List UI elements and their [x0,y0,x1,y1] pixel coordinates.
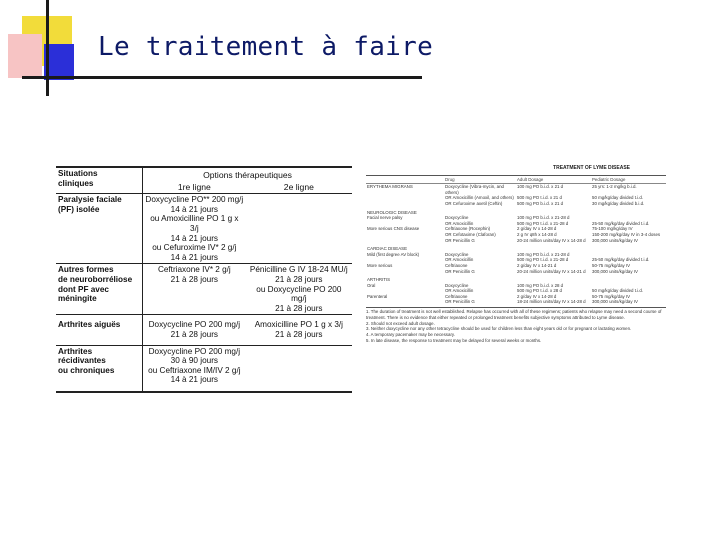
lyme-cell-adult: 100 mg PO b.i.d. x 21-28 d [517,251,570,257]
lyme-cell-drug: Doxycycline (Vibra-mycin, and others) [445,184,504,195]
table-row [56,194,352,264]
fr-situation: Arthrites récidivantes ou chroniques [56,345,143,392]
lyme-cell-adult: 2 g IV q8h x 14-28 d [517,231,557,237]
fr-header-options: Options thérapeutiques [143,167,353,182]
table-row [366,274,666,283]
lyme-cell-ped: 50-75 mg/kg/day IV [592,293,631,299]
lyme-cell-drug [444,207,516,216]
lyme-cell-ped: 50 mg/kg/day divided t.i.d. [592,195,644,201]
lyme-cell-adult: 2 g/day IV x 14-28 d [517,293,557,299]
lyme-cell-ped [591,207,666,216]
table-row [56,264,352,315]
lyme-cell-adult: 2 g/day IV x 14-28 d [517,226,557,232]
lyme-cell-ped [591,243,666,252]
lyme-cell-drug: OR Cefotaxime (Claforan) [445,231,496,237]
lyme-cell-drug: OR Amoxicillin (Amoxil, and others) [445,195,514,201]
fr-situation: Paralysie faciale (PF) isolée [56,194,143,264]
lyme-cell-drug: OR Amoxicillin [445,288,474,294]
french-treatment-table [56,166,352,393]
fr-situation: Arthrites aiguës [56,315,143,345]
lyme-cell-section: More serious [367,262,393,268]
lyme-col-pediatric: Pediatric Dosage [591,176,666,184]
decor-vertical-line [46,0,49,96]
lyme-cell-section: Mild (first degree AV block) [367,251,420,257]
decor-pink-square [8,34,42,78]
slide-title: Le traitement à faire [98,32,434,62]
fr-first-line: Ceftriaxone IV* 2 g/j 21 à 28 jours [143,264,246,315]
fr-header-row [56,167,352,182]
fr-second-line [246,194,352,264]
table-row [366,207,666,216]
fr-situation: Autres formes de neuroborréliose dont PF avec méningite [56,264,143,315]
lyme-rows [366,184,666,305]
lyme-cell-section: More serious CNS disease [367,226,420,232]
lyme-cell-adult: 500 mg PO t.i.d. x 28 d [517,288,562,294]
lyme-cell-adult: 20-24 million units/day IV x 14-28 d [517,237,586,243]
table-row [56,345,352,392]
lyme-cell-drug: Ceftriaxone [445,293,468,299]
lyme-cell-adult: 20-24 million units/day IV x 14-21 d [517,268,586,274]
lyme-cell-adult: 500 mg PO b.i.d. x 21 d [517,200,564,206]
lyme-cell-ped: 25 yrs: 1-2 mg/kg b.i.d. [592,184,637,190]
lyme-cell-drug [444,274,516,283]
lyme-cell-adult: 100 mg PO b.i.d. x 21-28 d [517,215,570,221]
table-row [366,299,666,305]
lyme-cell-section: Parenteral [367,293,388,299]
lyme-cell-section: Oral [367,282,376,288]
lyme-cell-drug: Ceftriaxone (Rocephin) [445,226,491,232]
lyme-footnote: 1. The duration of treatment is not well established. Relapse has occurred with all of these regimens; patients who relapse may need a second course of treatment. There is no evidence that either repeated or prolonged treatment benefits subjective symptoms attributed to Lyme disease. [366,309,662,320]
lyme-cell-drug: OR Penicillin G [445,237,475,243]
lyme-footnote: 3. Neither doxycycline nor any other tetracycline should be used for children less than eight years old or for pregnant or lactating women. [366,326,632,332]
lyme-footnote: 5. In late disease, the response to treatment may be delayed for several weeks or months. [366,338,542,344]
fr-second-line: Pénicilline G IV 18-24 MU/j 21 à 28 jours ou Doxycycline PO 200 mg/j 21 à 28 jours [246,264,352,315]
lyme-cell-ped: 300,000 units/kg/day IV [592,237,638,243]
lyme-cell-adult [516,243,591,252]
lyme-col-adult: Adult Dosage [516,176,591,184]
lyme-col-drug: Drug [444,176,516,184]
lyme-cell-ped: 25-50 mg/kg/day divided t.i.d. [592,257,650,263]
lyme-footnotes [366,307,666,344]
lyme-cell-ped: 50-75 mg/kg/day IV [592,262,631,268]
lyme-cell-adult: 100 mg PO b.i.d. x 21 d [517,184,564,190]
lyme-cell-adult: 18-24 million units/day IV x 14-28 d [517,299,586,305]
lyme-cell-section: CARDIAC DISEASE [367,246,408,252]
fr-first-line: Doxycycline PO** 200 mg/j 14 à 21 jours ou Amoxicilline PO 1 g x 3/j 14 à 21 jours ou Cefuroxime IV* 2 g/j 14 à 21 jours [143,194,246,264]
fr-second-line [246,345,352,392]
lyme-cell-adult [516,207,591,216]
lyme-cell-section: ERYTHEMA MIGRANS [367,184,413,190]
lyme-cell-ped: 75-100 mg/kg/day IV [592,226,633,232]
lyme-cell-ped: 300,000 units/kg/day IV [592,268,638,274]
lyme-cell-ped: 300,000 units/kg/day IV [592,299,638,305]
lyme-table-title: TREATMENT OF LYME DISEASE [553,165,630,171]
lyme-cell-adult: 500 mg PO t.i.d. x 21-28 d [517,220,569,226]
lyme-cell-adult: 2 g/day IV x 14-21 d [517,262,557,268]
lyme-cell-ped: 50 mg/kg/day divided t.i.d. [592,288,644,294]
table-row [56,315,352,345]
fr-header-situations: Situations cliniques [56,167,143,194]
lyme-footnote: 4. A temporary pacemaker may be necessary. [366,332,455,338]
lyme-cell-ped [591,274,666,283]
table-row [366,243,666,252]
lyme-cell-drug: Doxycycline [445,215,469,221]
lyme-cell-drug: OR Amoxicillin [445,220,474,226]
lyme-cell-section: NEUROLOGIC DISEASE [367,209,417,215]
fr-first-line: Doxycycline PO 200 mg/j 30 à 90 jours ou Ceftriaxone IM/IV 2 g/j 14 à 21 jours [143,345,246,392]
lyme-cell-drug: OR Penicillin G [445,299,475,305]
lyme-cell-drug: OR Cefuroxime axetil (Ceftin) [445,200,503,206]
lyme-cell-drug [444,243,516,252]
lyme-cell-section: Facial nerve palsy [367,215,403,221]
lyme-cell-adult: 100 mg PO b.i.d. x 28 d [517,282,564,288]
lyme-cell-section [366,299,444,305]
fr-header-line1: 1re ligne [143,182,246,194]
lyme-table-body [366,176,666,305]
lyme-treatment-table [366,166,666,344]
lyme-cell-drug: OR Amoxicillin [445,257,474,263]
lyme-cell-ped: 25-50 mg/kg/day divided t.i.d. [592,220,650,226]
fr-second-line: Amoxicilline PO 1 g x 3/j 21 à 28 jours [246,315,352,345]
lyme-cell-adult [516,274,591,283]
lyme-column-headers [366,176,666,184]
lyme-cell-drug: OR Penicillin G [445,268,475,274]
lyme-cell-drug: Doxycycline [445,282,469,288]
lyme-cell-drug: Doxycycline [445,251,469,257]
lyme-cell-ped: 30 mg/kg/day divided b.i.d. [592,200,645,206]
lyme-cell-section: ARTHRITIS [367,277,391,283]
lyme-cell-ped: 150-200 mg/kg/day IV in 3-4 doses [592,231,661,237]
decor-horizontal-line [22,76,422,79]
fr-header-line2: 2e ligne [283,181,314,192]
fr-first-line: Doxycycline PO 200 mg/j 21 à 28 jours [143,315,246,345]
lyme-cell-adult: 500 mg PO t.i.d. x 21 d [517,195,562,201]
lyme-col-section [366,176,444,184]
lyme-footnote: 2. Should not exceed adult dosage. [366,320,435,326]
lyme-cell-drug: Ceftriaxone [445,262,468,268]
table-row [366,184,666,196]
lyme-cell-adult: 500 mg PO t.i.d. x 21-28 d [517,257,569,263]
